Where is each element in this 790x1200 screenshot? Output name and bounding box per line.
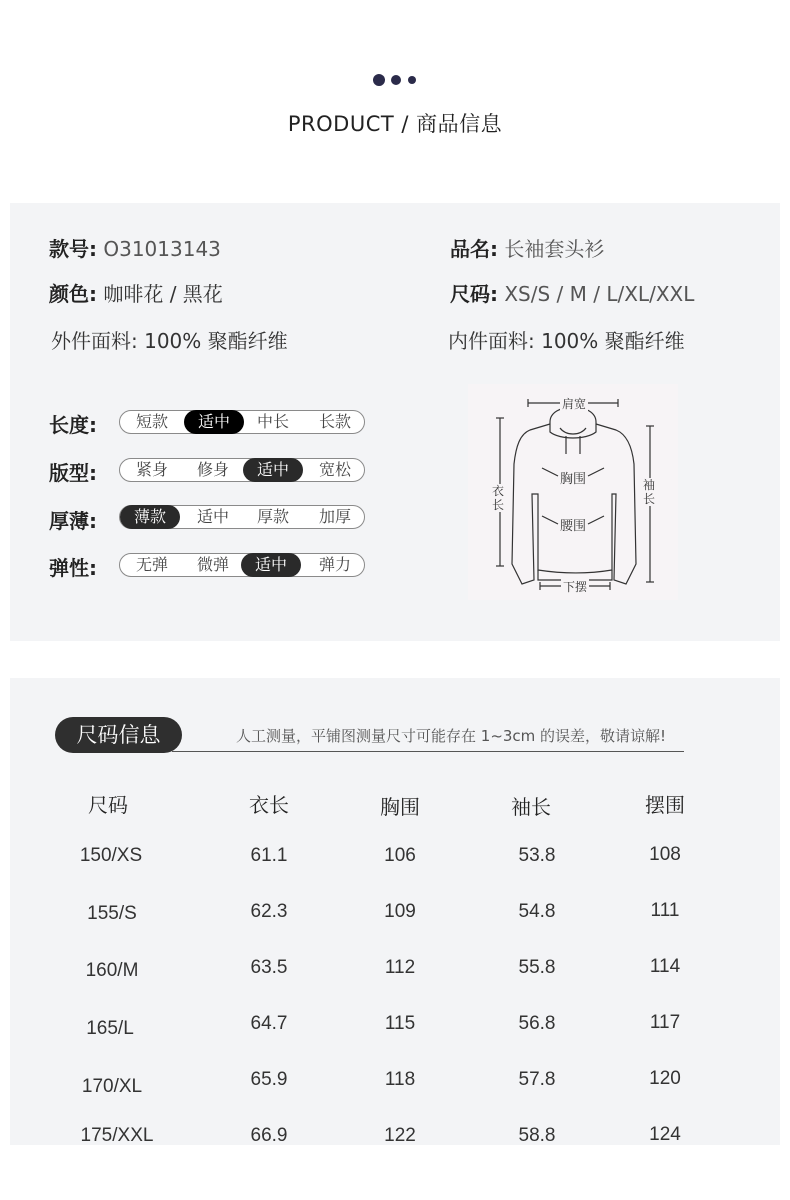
cell-size: 170/XL [81, 1076, 143, 1097]
product-name-field [450, 233, 604, 262]
size-info-tag: 尺码信息 [55, 717, 182, 753]
length-option: 短款 [135, 412, 168, 431]
cell-size: 150/XS [79, 845, 143, 866]
color-label: 颜色: [49, 282, 97, 306]
thickness-option: 厚款 [256, 507, 289, 526]
inner-fabric-value: 100% 聚酯纤维 [541, 329, 685, 353]
cell-length: 61.1 [250, 845, 288, 866]
size-value: XS/S / M / L/XL/XXL [504, 282, 695, 306]
dot [408, 76, 416, 84]
elasticity-label: 弹性: [49, 556, 97, 580]
style-no-field [49, 233, 221, 262]
cell-length: 63.5 [250, 957, 288, 978]
cell-hem: 120 [649, 1068, 681, 1089]
size-field [450, 278, 694, 307]
cell-sleeve: 58.8 [518, 1125, 556, 1146]
color-value: 咖啡花 / 黑花 [103, 282, 223, 306]
hem-label: 下摆 [563, 580, 588, 594]
thickness-option: 加厚 [318, 507, 351, 526]
fit-label: 版型: [49, 461, 97, 485]
cell-chest: 115 [384, 1013, 416, 1034]
outer-fabric-value: 100% 聚酯纤维 [144, 329, 288, 353]
thickness-label: 厚薄: [49, 509, 97, 533]
header-hem: 摆围 [645, 793, 685, 817]
cell-size: 155/S [87, 903, 137, 924]
cell-length: 66.9 [250, 1125, 288, 1146]
cell-chest: 112 [384, 957, 416, 978]
cell-sleeve: 55.8 [518, 957, 556, 978]
color-field [49, 278, 223, 307]
cell-length: 64.7 [250, 1013, 288, 1034]
cell-hem: 108 [649, 844, 681, 865]
dot [391, 75, 401, 85]
sleeve-dim-label: 袖长 [643, 478, 656, 506]
size-note: 人工测量，平铺图测量尺寸可能存在 1~3cm 的误差，敬请谅解! [236, 727, 667, 745]
header-dots [373, 73, 419, 87]
header-size: 尺码 [88, 793, 128, 817]
cell-hem: 124 [649, 1124, 681, 1145]
style-no-value: O31013143 [103, 237, 221, 261]
product-name-value: 长袖套头衫 [504, 237, 605, 261]
length-option: 长款 [318, 412, 351, 431]
inner-fabric-label: 内件面料: [448, 329, 535, 353]
cell-sleeve: 53.8 [518, 845, 556, 866]
thickness-option: 适中 [196, 507, 229, 526]
fit-selector [119, 458, 365, 482]
elasticity-selector [119, 553, 365, 577]
cell-sleeve: 54.8 [518, 901, 556, 922]
outer-fabric-field [51, 325, 288, 354]
shoulder-label: 肩宽 [562, 397, 587, 411]
cell-hem: 114 [649, 956, 681, 977]
cell-length: 65.9 [250, 1069, 288, 1090]
fit-option-selected: 适中 [243, 458, 303, 482]
hoodie-diagram [468, 384, 678, 600]
length-option: 中长 [256, 412, 289, 431]
cell-hem: 117 [649, 1012, 681, 1033]
chest-label: 胸围 [560, 472, 587, 487]
cell-sleeve: 57.8 [518, 1069, 556, 1090]
length-selector [119, 410, 365, 434]
header-sleeve: 袖长 [511, 795, 551, 819]
cell-chest: 106 [384, 845, 416, 866]
page-title: PRODUCT / 商品信息 [287, 112, 503, 136]
cell-size: 165/L [86, 1018, 134, 1039]
size-underline [172, 751, 684, 752]
elasticity-option-selected: 适中 [241, 553, 301, 577]
dot [373, 74, 385, 86]
outer-fabric-label: 外件面料: [51, 329, 138, 353]
header-chest: 胸围 [380, 795, 420, 819]
style-no-label: 款号: [49, 237, 97, 261]
cell-size: 175/XXL [80, 1125, 154, 1146]
cell-hem: 111 [650, 900, 680, 921]
inner-fabric-field [448, 325, 685, 354]
elasticity-option: 无弹 [135, 555, 168, 574]
header-length: 衣长 [249, 793, 289, 817]
cell-chest: 122 [384, 1125, 416, 1146]
length-dim-label: 衣长 [492, 484, 505, 512]
fit-option: 宽松 [318, 460, 351, 479]
length-option-selected: 适中 [184, 410, 244, 434]
cell-length: 62.3 [250, 901, 288, 922]
thickness-option-selected: 薄款 [120, 505, 180, 529]
thickness-selector [119, 505, 365, 529]
cell-size: 160/M [85, 960, 139, 981]
elasticity-option: 微弹 [196, 555, 229, 574]
cell-chest: 109 [384, 901, 416, 922]
elasticity-option: 弹力 [318, 555, 351, 574]
fit-option: 紧身 [135, 460, 168, 479]
product-name-label: 品名: [450, 237, 498, 261]
cell-sleeve: 56.8 [518, 1013, 556, 1034]
fit-option: 修身 [196, 460, 229, 479]
waist-label: 腰围 [560, 519, 587, 534]
size-label: 尺码: [450, 282, 498, 306]
cell-chest: 118 [384, 1069, 416, 1090]
length-label: 长度: [49, 413, 97, 437]
